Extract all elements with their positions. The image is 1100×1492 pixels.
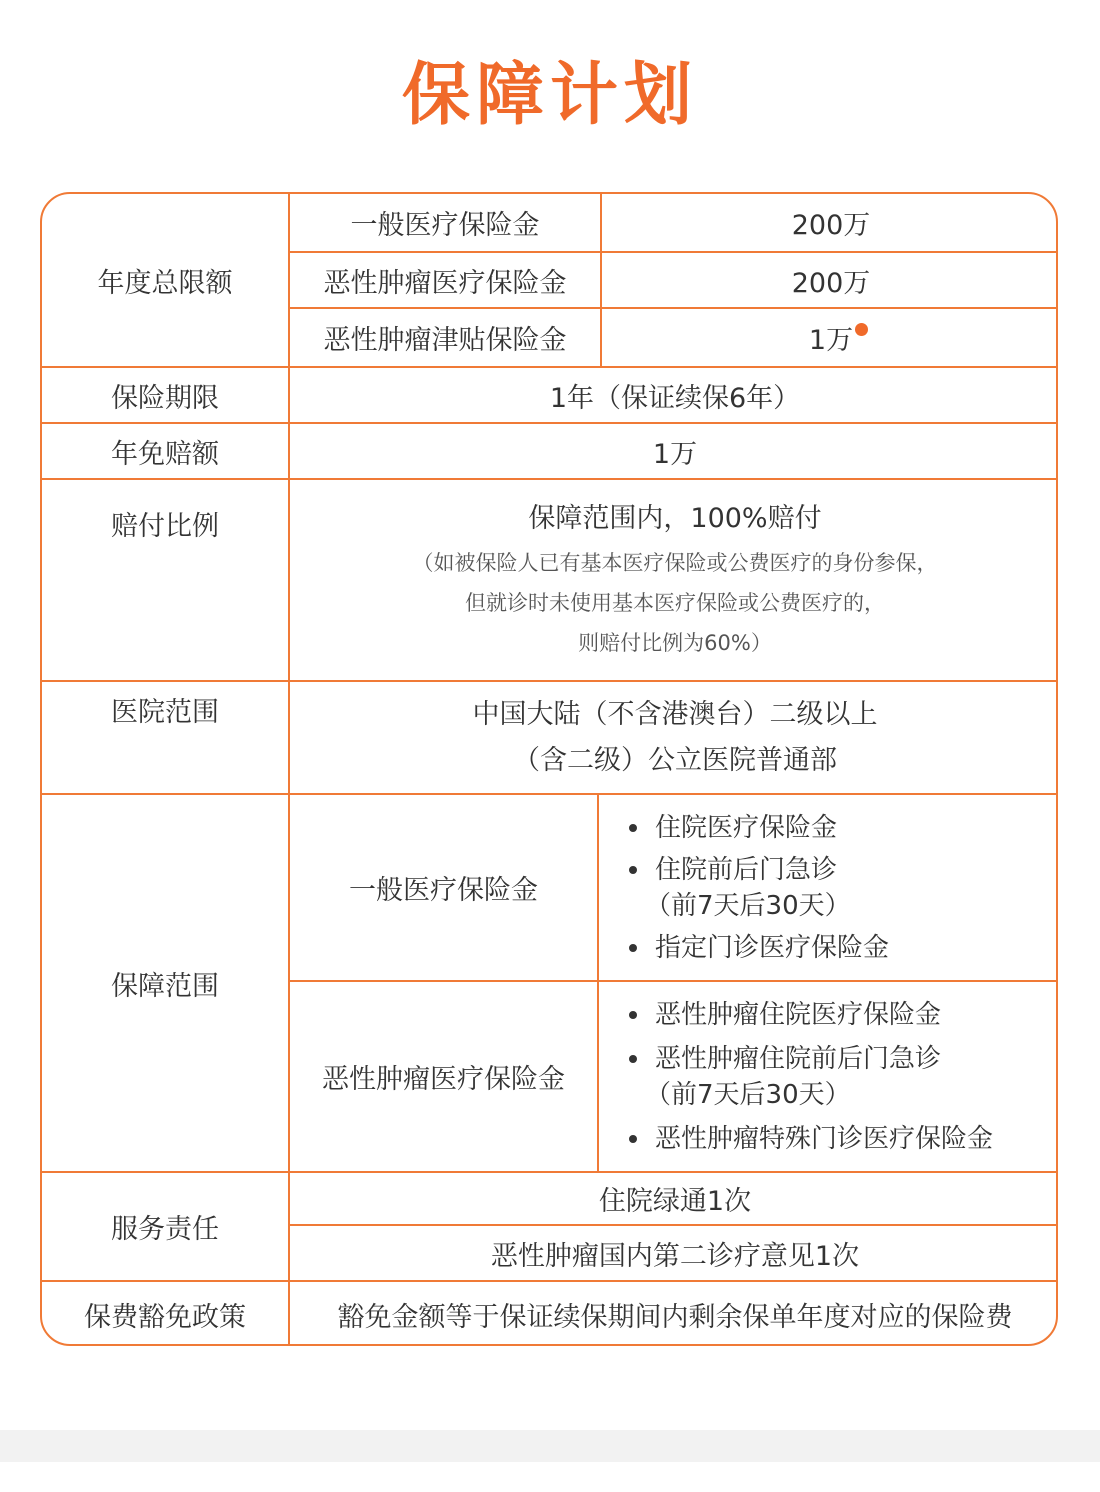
service-label: 服务责任 — [111, 1214, 219, 1245]
coverage-item-subtext: （前7天后30天） — [645, 1079, 851, 1110]
highlight-dot — [855, 323, 868, 336]
coverage-item-text: 指定门诊医疗保险金 — [655, 932, 890, 963]
coverage-item-text: 住院医疗保险金 — [655, 812, 838, 843]
coverage-list — [623, 997, 993, 1157]
coverage-plan-table — [40, 192, 1058, 1346]
bullet-icon — [629, 1135, 637, 1143]
footer-band — [0, 1430, 1100, 1462]
coverage-list — [623, 810, 889, 966]
bullet-icon — [629, 1055, 637, 1063]
waiver-label: 保费豁免政策 — [84, 1301, 246, 1333]
limit-item-name: 一般医疗保险金 — [350, 210, 540, 241]
coverage-group-name: 一般医疗保险金 — [349, 875, 538, 906]
deductible-value: 1万 — [652, 438, 698, 470]
term-label: 保险期限 — [111, 382, 219, 414]
limit-item-value: 200万 — [791, 210, 871, 241]
term-value: 1年（保证续保6年） — [549, 382, 801, 414]
list-item — [623, 852, 889, 924]
coverage-item-text: 恶性肿瘤特殊门诊医疗保险金 — [655, 1123, 994, 1154]
bullet-icon — [629, 866, 637, 874]
limit-item-value: 200万 — [791, 267, 871, 299]
hospital-scope-line: （含二级）公立医院普通部 — [513, 744, 837, 776]
payout-ratio-note: 但就诊时未使用基本医疗保险或公费医疗的， — [465, 591, 885, 615]
payout-ratio-note: 则赔付比例为60%） — [578, 631, 772, 655]
coverage-item-subtext: （前7天后30天） — [645, 890, 851, 921]
payout-ratio-main: 保障范围内，100%赔付 — [528, 503, 822, 534]
bullet-icon — [629, 1011, 637, 1019]
coverage-item-text: 恶性肿瘤住院前后门急诊 — [655, 1043, 942, 1074]
list-item — [623, 1041, 993, 1113]
limit-item-name: 恶性肿瘤津贴保险金 — [323, 325, 567, 356]
service-item: 恶性肿瘤国内第二诊疗意见1次 — [490, 1240, 860, 1272]
payout-ratio-note: （如被保险人已有基本医疗保险或公费医疗的身份参保， — [412, 551, 938, 575]
hospital-scope-content — [290, 682, 1058, 793]
coverage-label: 保障范围 — [111, 970, 219, 1002]
list-item — [623, 1121, 993, 1157]
list-item — [623, 810, 889, 846]
coverage-item-text: 恶性肿瘤住院医疗保险金 — [655, 999, 942, 1030]
service-item: 住院绿通1次 — [598, 1186, 752, 1217]
limit-item-name: 恶性肿瘤医疗保险金 — [323, 267, 567, 299]
waiver-value: 豁免金额等于保证续保期间内剩余保单年度对应的保险费 — [337, 1301, 1013, 1333]
bullet-icon — [629, 944, 637, 952]
payout-ratio-label: 赔付比例 — [111, 511, 219, 542]
coverage-item-text: 住院前后门急诊 — [655, 854, 838, 885]
coverage-group-items — [599, 795, 1058, 980]
deductible-label: 年免赔额 — [111, 438, 219, 470]
coverage-group-items — [599, 982, 1058, 1171]
page-title: 保障计划 — [401, 56, 698, 135]
list-item — [623, 930, 889, 966]
hospital-scope-line: 中国大陆（不含港澳台）二级以上 — [472, 698, 878, 730]
list-item — [623, 997, 993, 1033]
coverage-group-name: 恶性肿瘤医疗保险金 — [322, 1064, 565, 1095]
limit-item-value: 1万 — [808, 325, 854, 356]
bullet-icon — [629, 824, 637, 832]
hospital-scope-label: 医院范围 — [111, 697, 219, 728]
annual-limit-label: 年度总限额 — [97, 267, 233, 299]
payout-ratio-content — [290, 480, 1058, 680]
